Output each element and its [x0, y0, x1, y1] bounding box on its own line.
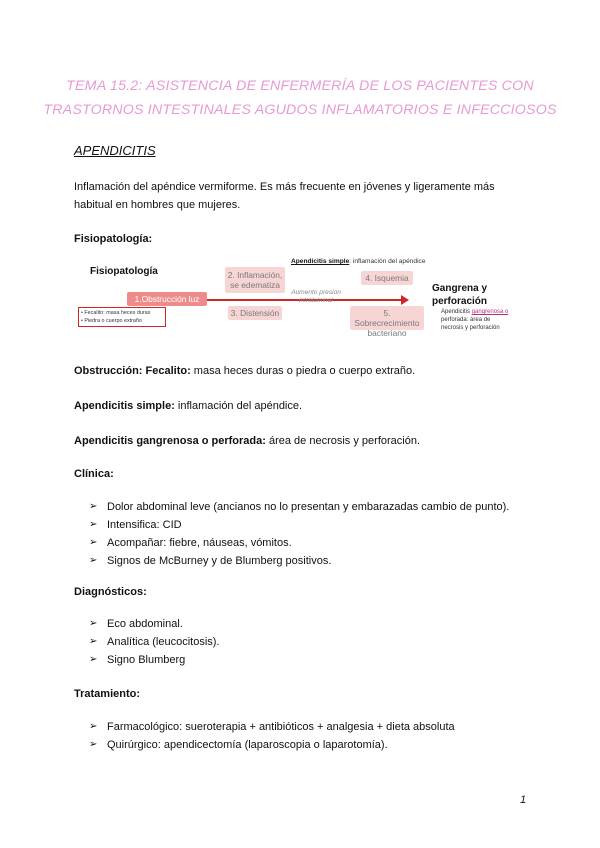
box-obstruccion: 1.Obstrucción luz — [127, 292, 207, 306]
apendi-pre: Apendicitis — [441, 309, 472, 315]
intro-line-1: Inflamación del apéndice vermiforme. Es más frecuente en jóvenes y ligeramente más — [74, 181, 495, 193]
page-title — [40, 74, 560, 122]
list-item — [89, 552, 509, 570]
arrow-bullet-icon: ➢ — [89, 636, 98, 647]
list-item — [89, 534, 509, 552]
box-distension: 3. Distensión — [228, 306, 282, 320]
list-item — [89, 651, 220, 669]
legend-l2: • Piedra o cuerpo extraño — [81, 318, 142, 324]
arrow-bullet-icon: ➢ — [89, 618, 98, 629]
list-item — [89, 633, 220, 651]
arrow-bullet-icon: ➢ — [89, 537, 98, 548]
progression-arrowhead — [401, 295, 409, 305]
box-sobre-l1: 5. Sobrecrecimiento — [354, 308, 420, 328]
def-term: Apendicitis gangrenosa o perforada: — [74, 435, 266, 447]
obstruccion-legend — [78, 307, 166, 327]
simple-label-term: Apendicitis simple — [291, 258, 350, 265]
list-item — [89, 615, 220, 633]
intro-paragraph — [74, 178, 495, 214]
list-item — [89, 718, 455, 736]
aumento-l2: intraluminal — [299, 297, 333, 304]
arrow-bullet-icon: ➢ — [89, 519, 98, 530]
box-inflamacion-l2: se edematiza — [230, 280, 280, 290]
list-item — [89, 736, 455, 754]
list-item-text: Signo Blumberg — [107, 654, 186, 666]
title-line-1: TEMA 15.2: ASISTENCIA DE ENFERMERÍA DE LOS PACIENTES CON — [66, 78, 534, 94]
def-term: Apendicitis simple: — [74, 400, 175, 412]
list-item — [89, 498, 509, 516]
list-item-text: Farmacológico: sueroterapia + antibióticos + analgesia + dieta absoluta — [107, 721, 455, 733]
def-text: área de necrosis y perforación. — [265, 435, 421, 447]
gangrena-l2: perforación — [432, 296, 488, 307]
title-line-2: TRASTORNOS INTESTINALES AGUDOS INFLAMATORIOS E INFECCIOSOS — [43, 102, 557, 118]
gangrena-label — [432, 282, 487, 308]
list-item-text: Quirúrgico: apendicectomía (laparoscopia o laparotomía). — [107, 739, 388, 751]
arrow-bullet-icon: ➢ — [89, 555, 98, 566]
gangrena-l1: Gangrena y — [432, 283, 488, 294]
def-text: inflamación del apéndice. — [174, 400, 303, 412]
def-term: Obstrucción: Fecalito: — [74, 365, 191, 377]
arrow-bullet-icon: ➢ — [89, 501, 98, 512]
box-sobrecrecimiento — [350, 306, 424, 338]
tratamiento-list — [89, 718, 455, 754]
apendi-mark: gangrenosa o — [471, 309, 509, 315]
list-item-text: Acompañar: fiebre, náuseas, vómitos. — [107, 537, 292, 549]
apendi-l2: perforada: área de — [441, 317, 491, 323]
simple-label — [291, 258, 426, 265]
list-item-text: Dolor abdominal leve (ancianos no lo presentan y embarazadas cambio de punto). — [107, 501, 510, 513]
list-item — [89, 516, 509, 534]
def-obstruccion — [74, 362, 415, 380]
intro-line-2: habitual en hombres que mujeres. — [74, 199, 241, 211]
def-gangrenosa — [74, 432, 420, 450]
arrow-bullet-icon: ➢ — [89, 739, 98, 750]
box-isquemia: 4. Isquemia — [361, 271, 413, 285]
clinica-heading: Clínica: — [74, 468, 114, 480]
page-number: 1 — [520, 794, 527, 806]
diagram-title: Fisiopatología — [90, 266, 158, 277]
box-inflamacion — [225, 267, 285, 293]
list-item-text: Signos de McBurney y de Blumberg positivos. — [107, 555, 332, 567]
list-item-text: Analítica (leucocitosis). — [107, 636, 220, 648]
apendi-l3: necrosis y perforación — [441, 325, 500, 331]
section-heading: APENDICITIS — [74, 143, 156, 158]
simple-label-text: : inflamación del apéndice — [349, 258, 426, 265]
def-simple — [74, 397, 302, 415]
clinica-list — [89, 498, 509, 570]
list-item-text: Eco abdominal. — [107, 618, 183, 630]
legend-l1: • Fecalito: masa heces duras — [81, 310, 151, 316]
box-inflamacion-l1: 2. Inflamación, — [227, 270, 283, 280]
aumento-presion-label — [286, 289, 346, 305]
diagnosticos-heading: Diagnósticos: — [74, 586, 147, 598]
aumento-l1: Aumento presión — [291, 289, 341, 296]
fisiopatologia-diagram — [74, 257, 534, 347]
apendicitis-gangrenosa-note — [441, 308, 521, 332]
arrow-bullet-icon: ➢ — [89, 721, 98, 732]
box-sobre-l2: bacteriano — [367, 328, 407, 338]
fisio-heading: Fisiopatología: — [74, 233, 153, 245]
list-item-text: Intensifica: CID — [107, 519, 182, 531]
arrow-bullet-icon: ➢ — [89, 654, 98, 665]
def-text: masa heces duras o piedra o cuerpo extraño. — [190, 365, 416, 377]
diagnosticos-list — [89, 615, 220, 669]
tratamiento-heading: Tratamiento: — [74, 688, 141, 700]
